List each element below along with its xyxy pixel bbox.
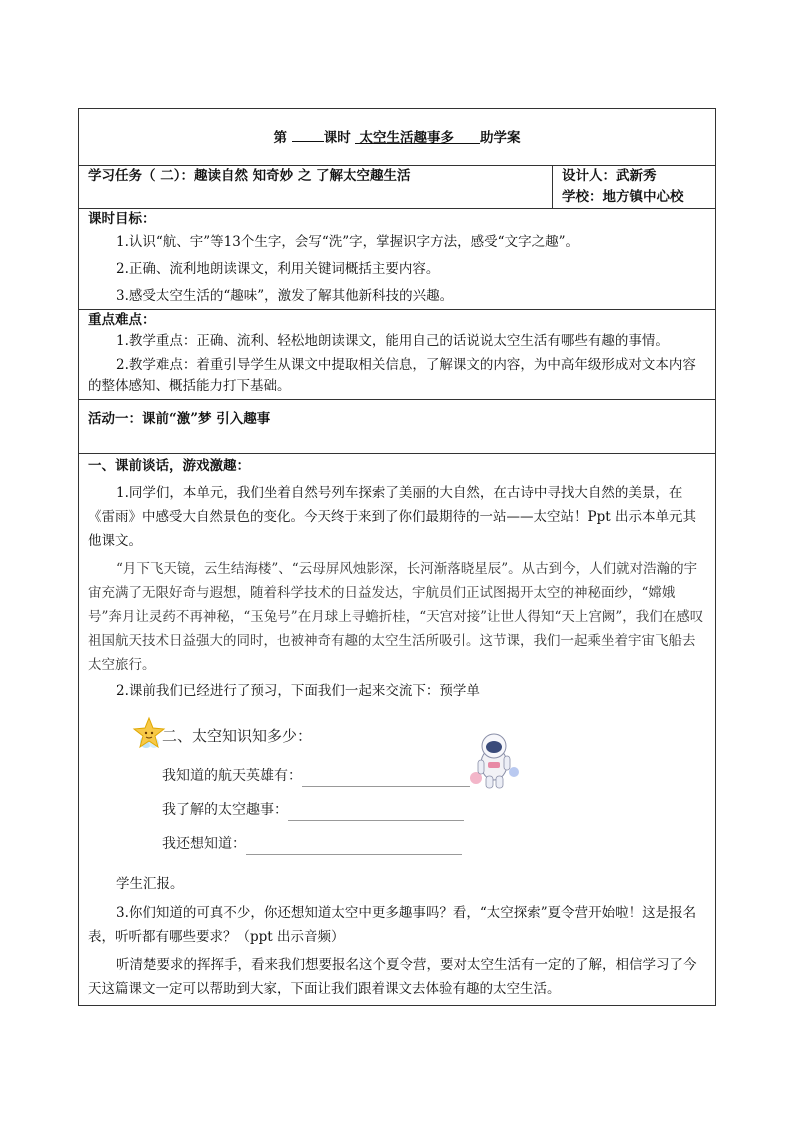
worksheet-title: 二、太空知识知多少： xyxy=(162,727,313,745)
paragraph-5: 3.你们知道的可真不少，你还想知道太空中更多趣事吗？看，“太空探索”夏令营开始啦！这是报名表，听听都有哪些要求？（ppt 出示音频） xyxy=(88,905,697,945)
school: 学校：地方镇中心校 xyxy=(562,189,684,205)
title-mid: 课时 xyxy=(323,130,351,146)
worksheet-line-3-label: 我还想知道： xyxy=(162,836,246,852)
worksheet-blank xyxy=(246,838,462,855)
preview-worksheet-image xyxy=(88,710,706,860)
key-points-cell xyxy=(79,310,716,400)
star-icon xyxy=(132,716,166,750)
objective-item: 2.正确、流利地朗读课文，利用关键词概括主要内容。 xyxy=(116,261,440,277)
worksheet-blank xyxy=(302,770,470,787)
title-suffix: 助学案 xyxy=(479,130,521,146)
designer-cell xyxy=(553,166,716,209)
worksheet-blank xyxy=(288,804,464,821)
worksheet-line-1 xyxy=(162,766,470,787)
section-heading: 一、课前谈话，游戏激趣： xyxy=(88,458,250,474)
astronaut-icon xyxy=(466,726,522,792)
worksheet-line-1-label: 我知道的航天英雄有： xyxy=(162,768,302,784)
objective-item: 3.感受太空生活的“趣味”，激发了解其他新科技的兴趣。 xyxy=(116,288,454,304)
objectives-cell xyxy=(79,209,716,310)
objective-item: 1.认识“航、宇”等13个生字，会写“洗”字，掌握识字方法，感受“文字之趣”。 xyxy=(116,234,579,250)
title-prefix: 第 xyxy=(273,130,288,146)
worksheet-line-2-label: 我了解的太空趣事： xyxy=(162,802,288,818)
key-point-item: 1.教学重点：正确、流利、轻松地朗读课文，能用自己的话说说太空生活有哪些有趣的事情。 xyxy=(116,333,669,349)
key-points-heading: 重点难点： xyxy=(88,312,156,328)
paragraph-2: “月下飞天镜，云生结海楼”、“云母屏风烛影深，长河渐落晓星辰”。从古到今，人们就对浩瀚的宇宙充满了无限好奇与遐想，随着科学技术的日益发达，宇航员们正试图揭开太空的神秘面纱，“嫦娥号”奔月让灵药不再神秘，“玉兔号”在月球上寻蟾折桂，“天宫对接”让世人得知“天上宫阙”，我们在感叹祖国航天技术日益强大的同时，也被神奇有趣的太空生活所吸引。这节课，我们一起乘坐着宇宙飞船去太空旅行。 xyxy=(88,561,704,673)
objectives-heading: 课时目标： xyxy=(88,211,156,227)
title-row xyxy=(79,109,716,166)
content-cell xyxy=(79,454,716,1006)
worksheet-line-3 xyxy=(162,834,462,855)
activity-cell xyxy=(79,400,716,454)
worksheet-line-2 xyxy=(162,800,464,821)
key-point-item: 2.教学难点：着重引导学生从课文中提取相关信息，了解课文的内容，为中高年级形成对文本内容的整体感知、概括能力打下基础。 xyxy=(88,357,696,394)
designer: 设计人：武新秀 xyxy=(562,168,657,184)
paragraph-1: 1.同学们，本单元，我们坐着自然号列车探索了美丽的大自然，在古诗中寻找大自然的美景，在《雷雨》中感受大自然景色的变化。今天终于来到了你们最期待的一站——太空站！Ppt 出示本单元其他课文。 xyxy=(88,485,696,549)
activity-title: 活动一：课前“激”梦 引入趣事 xyxy=(88,411,271,427)
task-label: 学习任务（ 二）：趣读自然 知奇妙 之 了解太空趣生活 xyxy=(88,168,411,184)
lesson-title: 太空生活趣事多 xyxy=(355,128,480,144)
lesson-plan-table xyxy=(78,108,716,1006)
lesson-number-blank xyxy=(292,126,324,142)
paragraph-3: 2.课前我们已经进行了预习，下面我们一起来交流下：预学单 xyxy=(116,683,480,699)
task-cell xyxy=(79,166,553,209)
paragraph-4: 学生汇报。 xyxy=(116,876,184,892)
paragraph-6: 听清楚要求的挥挥手，看来我们想要报名这个夏令营，要对太空生活有一定的了解，相信学习了今天这篇课文一定可以帮助到大家，下面让我们跟着课文去体验有趣的太空生活。 xyxy=(88,957,697,997)
